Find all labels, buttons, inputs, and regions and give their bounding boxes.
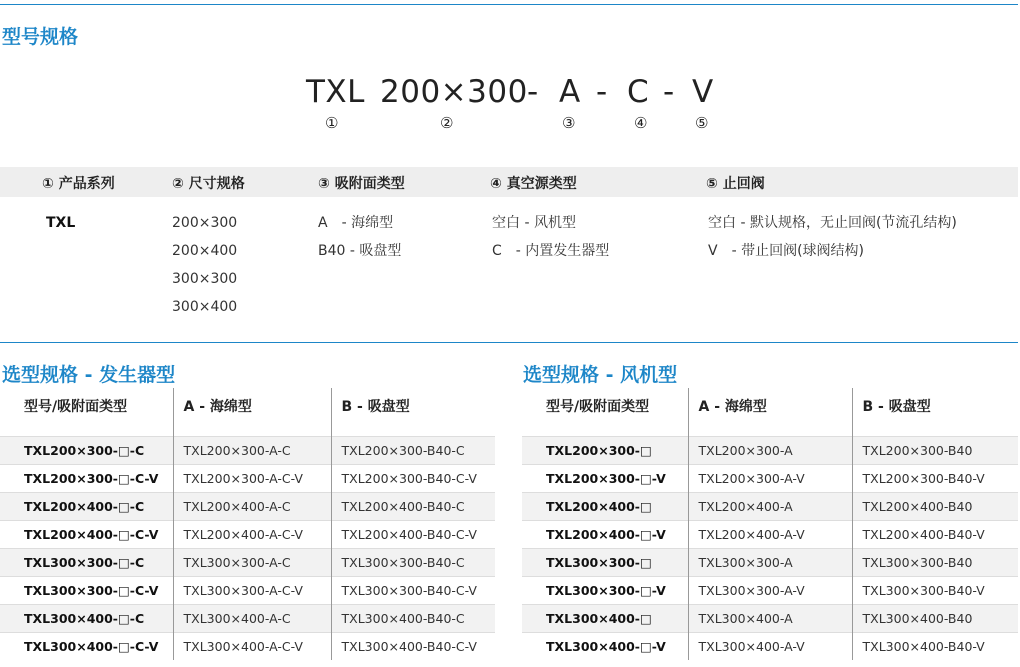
table-cell: TXL200×400-A-C [173, 492, 331, 520]
table-cell: TXL200×300-B40-V [852, 464, 1018, 492]
table-cell: TXL200×400-A-C-V [173, 520, 331, 548]
table-cell: TXL300×400-B40-V [852, 632, 1018, 660]
spec-size-item: 200×300 [172, 215, 238, 231]
top-divider [0, 4, 1018, 5]
table-cell: TXL300×400-A-C-V [173, 632, 331, 660]
spec-surface-item: B40 - 吸盘型 [318, 243, 402, 259]
code-size: 200×300 [380, 74, 528, 110]
table-row [522, 436, 1018, 464]
model-cell: TXL300×300-□-C-V [0, 576, 173, 604]
table-row [522, 576, 1018, 604]
table-cell: TXL200×400-A-V [688, 520, 852, 548]
table-cell: TXL300×400-A [688, 604, 852, 632]
table-cell: TXL200×400-B40-C [331, 492, 495, 520]
model-cell: TXL300×300-□ [522, 548, 688, 576]
column-header: B - 吸盘型 [331, 388, 495, 436]
fan-selection-table [522, 388, 1018, 660]
marker-1: ① [325, 114, 339, 132]
table-header-row [0, 388, 495, 436]
code-dash: - [663, 74, 675, 110]
model-cell: TXL200×300-□-C [0, 436, 173, 464]
table-cell: TXL200×400-B40 [852, 492, 1018, 520]
spec-header-source: ④ 真空源类型 [490, 176, 577, 192]
table-cell: TXL200×400-A [688, 492, 852, 520]
model-cell: TXL200×400-□ [522, 492, 688, 520]
spec-surface-item: A - 海绵型 [318, 215, 394, 231]
table-header-row [522, 388, 1018, 436]
middle-divider [0, 342, 1018, 343]
model-cell: TXL300×400-□ [522, 604, 688, 632]
model-cell: TXL200×300-□-V [522, 464, 688, 492]
model-cell: TXL200×400-□-C-V [0, 520, 173, 548]
table-row [0, 464, 495, 492]
spec-size-item: 200×400 [172, 243, 238, 259]
spec-series-list [46, 209, 75, 237]
column-header: B - 吸盘型 [852, 388, 1018, 436]
table-row [0, 520, 495, 548]
table-cell: TXL200×300-A-C [173, 436, 331, 464]
column-header: A - 海绵型 [173, 388, 331, 436]
table-row [0, 576, 495, 604]
model-cell: TXL300×300-□-C [0, 548, 173, 576]
table-row [0, 492, 495, 520]
table-cell: TXL200×300-A-C-V [173, 464, 331, 492]
spec-source-item: 空白 - 风机型 [492, 215, 576, 231]
table-cell: TXL300×400-A-C [173, 604, 331, 632]
model-cell: TXL200×300-□ [522, 436, 688, 464]
section-title-fan: 选型规格 - 风机型 [523, 364, 678, 386]
table-row [522, 548, 1018, 576]
spec-header-size: ② 尺寸规格 [172, 176, 245, 192]
marker-2: ② [440, 114, 454, 132]
generator-selection-table [0, 388, 495, 660]
table-cell: TXL300×300-A-C [173, 548, 331, 576]
table-row [0, 604, 495, 632]
spec-header-series: ① 产品系列 [42, 176, 115, 192]
spec-source-item: C - 内置发生器型 [492, 243, 610, 259]
spec-valve-item: V - 带止回阀(球阀结构) [708, 243, 865, 259]
table-cell: TXL200×300-A-V [688, 464, 852, 492]
code-valve: V [692, 74, 714, 110]
table-row [0, 632, 495, 660]
table-cell: TXL200×300-A [688, 436, 852, 464]
marker-4: ④ [634, 114, 648, 132]
table-cell: TXL300×300-A-V [688, 576, 852, 604]
table-row [522, 492, 1018, 520]
spec-table-header [0, 167, 1018, 197]
spec-valve-list [708, 209, 957, 265]
table-cell: TXL300×400-B40-C-V [331, 632, 495, 660]
model-cell: TXL300×400-□-C-V [0, 632, 173, 660]
spec-series-item: TXL [46, 215, 76, 231]
table-cell: TXL300×300-B40-V [852, 576, 1018, 604]
table-cell: TXL300×300-A-C-V [173, 576, 331, 604]
spec-source-list [492, 209, 609, 265]
column-header: 型号/吸附面类型 [24, 399, 128, 415]
model-cell: TXL200×300-□-C-V [0, 464, 173, 492]
spec-size-item: 300×300 [172, 271, 238, 287]
model-cell: TXL200×400-□-V [522, 520, 688, 548]
spec-header-surface: ③ 吸附面类型 [318, 176, 405, 192]
model-cell: TXL200×400-□-C [0, 492, 173, 520]
model-cell: TXL300×300-□-V [522, 576, 688, 604]
table-cell: TXL300×400-A-V [688, 632, 852, 660]
table-cell: TXL300×300-A [688, 548, 852, 576]
table-row [522, 520, 1018, 548]
table-row [522, 464, 1018, 492]
table-cell: TXL200×400-B40-V [852, 520, 1018, 548]
column-header: A - 海绵型 [688, 388, 852, 436]
table-cell: TXL300×400-B40 [852, 604, 1018, 632]
spec-surface-list [318, 209, 401, 265]
table-cell: TXL300×300-B40-C [331, 548, 495, 576]
code-surface: A [559, 74, 581, 110]
section-title-generator: 选型规格 - 发生器型 [2, 364, 176, 386]
table-cell: TXL200×300-B40 [852, 436, 1018, 464]
section-title-model-spec: 型号规格 [2, 26, 79, 48]
model-cell: TXL300×400-□-C [0, 604, 173, 632]
spec-header-valve: ⑤ 止回阀 [706, 176, 765, 192]
code-source: C [627, 74, 650, 110]
column-header: 型号/吸附面类型 [546, 399, 650, 415]
spec-size-item: 300×400 [172, 299, 238, 315]
table-row [522, 604, 1018, 632]
spec-size-list [172, 209, 237, 321]
table-row [522, 632, 1018, 660]
model-cell: TXL300×400-□-V [522, 632, 688, 660]
spec-valve-item: 空白 - 默认规格，无止回阀(节流孔结构) [708, 215, 957, 231]
marker-3: ③ [562, 114, 576, 132]
marker-5: ⑤ [695, 114, 709, 132]
table-cell: TXL200×300-B40-C [331, 436, 495, 464]
table-cell: TXL200×300-B40-C-V [331, 464, 495, 492]
table-cell: TXL300×300-B40-C-V [331, 576, 495, 604]
table-row [0, 436, 495, 464]
table-row [0, 548, 495, 576]
table-cell: TXL300×400-B40-C [331, 604, 495, 632]
code-dash: - [527, 74, 539, 110]
table-cell: TXL200×400-B40-C-V [331, 520, 495, 548]
code-series: TXL [306, 74, 365, 110]
code-dash: - [596, 74, 608, 110]
table-cell: TXL300×300-B40 [852, 548, 1018, 576]
